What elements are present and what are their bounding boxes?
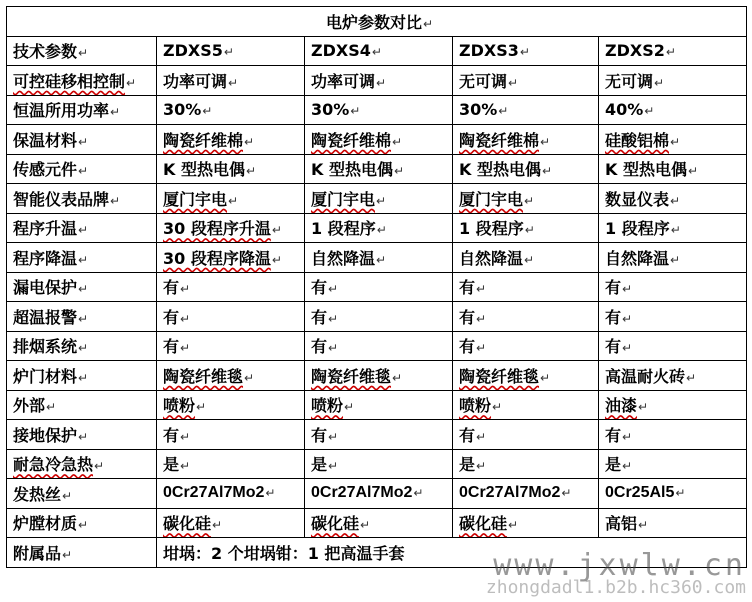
paragraph-mark: ↵ [78,311,89,326]
table-cell-text: 30% [163,100,202,120]
paragraph-mark: ↵ [508,518,519,533]
row-label [7,125,157,155]
table-cell-text: 厦门宇电 [459,189,524,209]
table-cell [453,508,599,538]
table-cell-text: 是 [459,455,476,475]
table-cell [157,390,305,420]
table-cell [599,66,747,96]
accessories-label-text: 附属品 [13,543,62,563]
paragraph-mark: ↵ [622,429,633,444]
table-cell-text: 有 [605,337,622,357]
paragraph-mark: ↵ [392,370,403,385]
table-cell-text: 1 段程序 [605,219,670,239]
table-cell-text: 是 [163,455,180,475]
table-cell-text: 有 [163,337,180,357]
table-cell [453,302,599,332]
table-cell [157,479,305,509]
header-label-cell-text: 技术参数 [13,42,78,62]
paragraph-mark: ↵ [78,370,89,385]
paragraph-mark: ↵ [62,547,73,562]
model-header-zdxs2 [599,36,747,66]
table-cell [305,331,453,361]
table-cell [453,361,599,391]
paragraph-mark: ↵ [328,282,339,297]
table-cell [453,125,599,155]
table-cell [157,66,305,96]
row-label-text: 程序升温 [13,219,78,239]
table-cell [157,420,305,450]
table-cell-text: 喷粉 [311,396,344,416]
paragraph-mark: ↵ [476,311,487,326]
row-label-text: 程序降温 [13,248,78,268]
table-cell-text: 有 [311,337,328,357]
table-cell [157,302,305,332]
accessories-row [7,538,747,568]
table-cell-text: 陶瓷纤维毯 [163,366,244,386]
table-cell [599,508,747,538]
paragraph-mark: ↵ [524,252,535,267]
table-cell-text: 喷粉 [459,396,492,416]
table-cell [599,331,747,361]
table-cell-text: 自然降温 [459,248,524,268]
table-cell [599,479,747,509]
paragraph-mark: ↵ [476,282,487,297]
paragraph-mark: ↵ [638,400,649,415]
row-label-text: 炉门材料 [13,366,78,386]
model-header-zdxs3-text: ZDXS3 [459,41,519,61]
paragraph-mark: ↵ [328,429,339,444]
table-cell-text: 0Cr27Al7Mo2 [311,484,413,502]
table-cell [157,154,305,184]
paragraph-mark: ↵ [228,193,239,208]
row-label [7,331,157,361]
table-cell-text: 无可调 [459,71,508,91]
table-cell [599,184,747,214]
table-cell-text: 有 [459,278,476,298]
table-cell-text: 功率可调 [311,71,376,91]
table-cell [305,95,453,125]
paragraph-mark: ↵ [271,252,282,267]
row-label [7,154,157,184]
table-cell [305,272,453,302]
table-cell-text: K 型热电偶 [605,160,687,180]
table-cell-text: 有 [605,307,622,327]
paragraph-mark: ↵ [670,252,681,267]
paragraph-mark: ↵ [62,488,73,503]
table-row [7,125,747,155]
paragraph-mark: ↵ [328,341,339,356]
table-row [7,243,747,273]
row-label-text: 接地保护 [13,425,78,445]
watermark-url: zhongdadl1.b2b.hc360.com [485,577,746,598]
paragraph-mark: ↵ [196,400,207,415]
table-cell [453,331,599,361]
table-cell-text: K 型热电偶 [163,160,245,180]
paragraph-mark: ↵ [392,134,403,149]
paragraph-mark: ↵ [212,518,223,533]
table-cell [305,390,453,420]
table-cell-text: 40% [605,100,644,120]
table-cell [453,184,599,214]
paragraph-mark: ↵ [46,400,57,415]
paragraph-mark: ↵ [622,341,633,356]
paragraph-mark: ↵ [78,164,89,179]
paragraph-mark: ↵ [180,459,191,474]
paragraph-mark: ↵ [271,223,282,238]
paragraph-mark: ↵ [622,459,633,474]
table-row [7,449,747,479]
table-cell [599,154,747,184]
table-cell-text: 有 [163,278,180,298]
table-cell [599,302,747,332]
paragraph-mark: ↵ [78,429,89,444]
table-cell-text: 碳化硅 [163,514,212,534]
table-row [7,95,747,125]
table-row [7,272,747,302]
furnace-comparison-table [6,6,747,568]
table-cell-text: 30% [459,100,498,120]
table-cell-text: 陶瓷纤维棉 [163,130,244,150]
accessory-item: 坩埚钳：1 把 [243,543,341,563]
paragraph-mark: ↵ [78,518,89,533]
table-cell-text: 1 段程序 [311,219,376,239]
table-cell [599,213,747,243]
paragraph-mark: ↵ [622,311,633,326]
row-label-text: 智能仪表品牌 [13,189,110,209]
paragraph-mark: ↵ [94,459,105,474]
paragraph-mark: ↵ [265,486,276,501]
table-row [7,213,747,243]
row-label [7,361,157,391]
table-cell-text: 有 [311,307,328,327]
row-label-text: 恒温所用功率 [13,101,110,121]
table-cell-text: 0Cr25Al5 [605,484,675,502]
model-header-zdxs5 [157,36,305,66]
paragraph-mark: ↵ [541,164,553,179]
paragraph-mark: ↵ [180,341,191,356]
table-cell-text: 油漆 [605,396,638,416]
row-label-text: 耐急冷急热 [13,455,94,475]
row-label-text: 外部 [13,396,46,416]
paragraph-mark: ↵ [376,193,387,208]
model-header-zdxs3 [453,36,599,66]
table-cell [157,272,305,302]
table-cell-text: 数显仪表 [605,189,670,209]
paragraph-mark: ↵ [180,429,191,444]
table-cell-text: K 型热电偶 [311,160,393,180]
table-row [7,508,747,538]
model-header-zdxs2-text: ZDXS2 [605,41,665,61]
table-cell [305,479,453,509]
table-cell [599,272,747,302]
table-cell-text: 自然降温 [605,248,670,268]
paragraph-mark: ↵ [675,486,686,501]
paragraph-mark: ↵ [180,311,191,326]
table-cell-text: 30% [311,100,350,120]
paragraph-mark: ↵ [376,75,387,90]
paragraph-mark: ↵ [670,134,681,149]
table-cell [305,508,453,538]
table-cell [305,154,453,184]
table-cell [453,95,599,125]
table-cell-text: 陶瓷纤维棉 [311,130,392,150]
paragraph-mark: ↵ [110,193,121,208]
model-header-zdxs4-text: ZDXS4 [311,41,371,61]
table-cell [453,154,599,184]
table-row [7,302,747,332]
table-cell [157,213,305,243]
model-header-zdxs5-text: ZDXS5 [163,41,223,61]
table-cell-text: 厦门宇电 [311,189,376,209]
table-cell-text: 无可调 [605,71,654,91]
accessories-cell [157,538,747,568]
row-label [7,243,157,273]
table-cell-text: 有 [163,425,180,445]
paragraph-mark: ↵ [78,134,89,149]
table-cell [453,213,599,243]
row-label [7,420,157,450]
table-cell [305,449,453,479]
table-cell [599,390,747,420]
table-cell-text: 0Cr27Al7Mo2 [459,484,561,502]
table-cell [305,243,453,273]
model-header-zdxs4 [305,36,453,66]
table-cell [305,302,453,332]
paragraph-mark: ↵ [110,105,121,120]
table-cell-text: 有 [459,337,476,357]
paragraph-mark: ↵ [686,370,697,385]
table-row [7,331,747,361]
row-label-text: 可控硅移相控制 [13,71,126,91]
paragraph-mark: ↵ [393,164,405,179]
table-cell [599,243,747,273]
table-cell [453,272,599,302]
table-cell-text: 有 [605,425,622,445]
table-cell [453,66,599,96]
table-cell [157,508,305,538]
paragraph-mark: ↵ [670,193,681,208]
paragraph-mark: ↵ [476,459,487,474]
paragraph-mark: ↵ [350,104,361,119]
table-cell-text: 碳化硅 [459,514,508,534]
table-row [7,390,747,420]
paragraph-mark: ↵ [78,282,89,297]
paragraph-mark: ↵ [524,193,535,208]
row-label-text: 保温材料 [13,130,78,150]
row-label-text: 传感元件 [13,160,78,180]
table-cell-text: 硅酸铝棉 [605,130,670,150]
row-label [7,479,157,509]
row-label [7,508,157,538]
paragraph-mark: ↵ [524,223,535,238]
paragraph-mark: ↵ [244,370,255,385]
table-cell [305,125,453,155]
table-cell-text: 陶瓷纤维毯 [311,366,392,386]
table-cell [157,449,305,479]
paragraph-mark: ↵ [622,282,633,297]
row-label-text: 炉膛材质 [13,514,78,534]
table-row [7,479,747,509]
paragraph-mark: ↵ [644,104,655,119]
paragraph-mark: ↵ [78,252,89,267]
paragraph-mark: ↵ [687,164,699,179]
paragraph-mark: ↵ [540,134,551,149]
row-label [7,302,157,332]
table-cell-text: 30 段程序降温 [163,248,271,268]
table-cell [305,184,453,214]
row-label-text: 排烟系统 [13,337,78,357]
table-cell-text: 厦门宇电 [163,189,228,209]
row-label-text: 超温报警 [13,307,78,327]
paragraph-mark: ↵ [492,400,503,415]
table-cell-text: 自然降温 [311,248,376,268]
table-cell [305,361,453,391]
table-cell-text: 喷粉 [163,396,196,416]
paragraph-mark: ↵ [180,282,191,297]
paragraph-mark: ↵ [422,16,434,31]
accessories-label [7,538,157,568]
paragraph-mark: ↵ [228,75,239,90]
paragraph-mark: ↵ [328,459,339,474]
accessory-item: 坩埚：2 个 [163,543,244,563]
row-label [7,95,157,125]
table-cell-text: 陶瓷纤维毯 [459,366,540,386]
paragraph-mark: ↵ [670,223,681,238]
paragraph-mark: ↵ [78,46,89,61]
table-cell [305,213,453,243]
paragraph-mark: ↵ [498,104,509,119]
header-label-cell [7,36,157,66]
paragraph-mark: ↵ [328,311,339,326]
table-row [7,184,747,214]
table-cell [599,361,747,391]
paragraph-mark: ↵ [371,45,382,60]
table-cell-text: 1 段程序 [459,219,524,239]
table-cell [453,243,599,273]
paragraph-mark: ↵ [344,400,355,415]
paragraph-mark: ↵ [244,134,255,149]
table-cell [453,479,599,509]
paragraph-mark: ↵ [638,518,649,533]
header-row [7,36,747,66]
table-cell [157,184,305,214]
table-cell [157,331,305,361]
accessory-item: 高温手套 [340,543,405,563]
table-cell [453,420,599,450]
row-label [7,213,157,243]
watermark-site: www.jxwlw.cn [493,548,746,583]
table-cell [157,95,305,125]
table-cell-text: 碳化硅 [311,514,360,534]
row-label [7,184,157,214]
paragraph-mark: ↵ [665,45,676,60]
paragraph-mark: ↵ [476,341,487,356]
table-cell-text: 高铝 [605,514,638,534]
paragraph-mark: ↵ [376,223,387,238]
table-cell-text: 是 [311,455,328,475]
row-label-text: 漏电保护 [13,278,78,298]
paragraph-mark: ↵ [561,486,572,501]
table-cell-text: 是 [605,455,622,475]
table-cell [157,125,305,155]
table-cell-text: 有 [163,307,180,327]
table-title-text: 电炉参数对比 [325,12,422,32]
table-cell [453,449,599,479]
paragraph-mark: ↵ [654,75,665,90]
table-row [7,154,747,184]
paragraph-mark: ↵ [508,75,519,90]
table-cell [305,420,453,450]
table-cell-text: 有 [605,278,622,298]
paragraph-mark: ↵ [78,223,89,238]
paragraph-mark: ↵ [413,486,424,501]
paragraph-mark: ↵ [126,75,137,90]
row-label [7,449,157,479]
paragraph-mark: ↵ [202,104,213,119]
table-cell-text: 有 [459,307,476,327]
paragraph-mark: ↵ [78,341,89,356]
table-cell [599,125,747,155]
row-label [7,66,157,96]
table-cell-text: 有 [311,425,328,445]
table-cell-text: 0Cr27Al7Mo2 [163,484,265,502]
table-row [7,420,747,450]
title-row [7,7,747,37]
paragraph-mark: ↵ [223,45,234,60]
paragraph-mark: ↵ [360,518,371,533]
table-row [7,361,747,391]
table-cell [305,66,453,96]
table-row [7,66,747,96]
paragraph-mark: ↵ [540,370,551,385]
paragraph-mark: ↵ [245,164,257,179]
table-cell-text: 有 [459,425,476,445]
table-cell [157,243,305,273]
table-cell-text: 有 [311,278,328,298]
paragraph-mark: ↵ [519,45,530,60]
table-cell [453,390,599,420]
paragraph-mark: ↵ [376,252,387,267]
paragraph-mark: ↵ [476,429,487,444]
table-cell-text: 陶瓷纤维棉 [459,130,540,150]
table-cell-text: 功率可调 [163,71,228,91]
table-cell [599,95,747,125]
row-label [7,390,157,420]
table-cell-text: 高温耐火砖 [605,366,686,386]
table-cell [599,449,747,479]
table-cell-text: K 型热电偶 [459,160,541,180]
table-cell [157,361,305,391]
row-label-text: 发热丝 [13,484,62,504]
page-top-margin [0,0,752,5]
row-label [7,272,157,302]
table-title [7,7,747,37]
table-cell [599,420,747,450]
table-cell-text: 30 段程序升温 [163,219,271,239]
